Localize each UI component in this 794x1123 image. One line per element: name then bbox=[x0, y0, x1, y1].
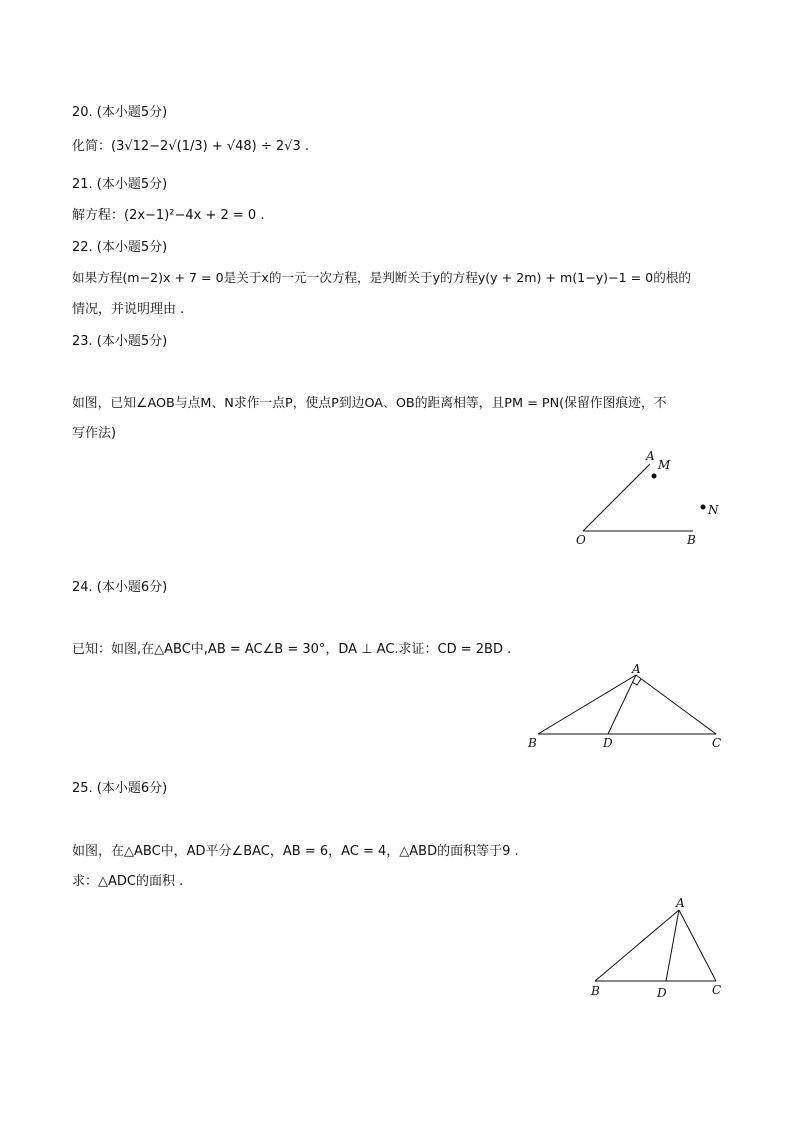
q22-header: 22. (本小题5分) bbox=[72, 240, 168, 255]
q24-figure bbox=[520, 662, 730, 752]
q23-line1: 如图，已知∠AOB与点M、N求作一点P，使点P到边OA、OB的距离相等，且PM = PN(保留作图痕迹，不 bbox=[72, 396, 667, 411]
side-ac bbox=[679, 910, 716, 981]
point-n bbox=[701, 505, 706, 510]
label-c: C bbox=[712, 983, 722, 997]
label-c: C bbox=[712, 736, 722, 750]
side-ab bbox=[538, 675, 636, 734]
q20-body: 化简：(3√12−2√(1/3) + √48) ÷ 2√3 . bbox=[72, 139, 309, 154]
side-ac bbox=[636, 675, 716, 734]
label-a: A bbox=[632, 662, 641, 676]
q24-header: 24. (本小题6分) bbox=[72, 580, 168, 595]
label-d: D bbox=[657, 986, 667, 1000]
side-ab bbox=[595, 910, 679, 981]
q21-body: 解方程：(2x−1)²−4x + 2 = 0 . bbox=[72, 208, 265, 223]
point-m bbox=[652, 474, 657, 479]
label-b: B bbox=[687, 533, 696, 547]
ray-oa bbox=[583, 464, 650, 531]
q22-line2: 情况，并说明理由 . bbox=[72, 302, 185, 317]
q22-line1: 如果方程(m−2)x + 7 = 0是关于x的一元一次方程，是判断关于y的方程y(y + 2m) + m(1−y)−1 = 0的根的 bbox=[72, 270, 691, 285]
q23-line2: 写作法) bbox=[72, 426, 117, 441]
q23-figure bbox=[570, 448, 730, 548]
q20-header: 20. (本小题5分) bbox=[72, 105, 168, 120]
q25-line1: 如图，在△ABC中，AD平分∠BAC，AB = 6，AC = 4，△ABD的面积等于9 . bbox=[72, 844, 519, 859]
segment-ad bbox=[666, 910, 679, 981]
q24-body: 已知：如图,在△ABC中,AB = AC∠B = 30°，DA ⊥ AC.求证：CD = 2BD . bbox=[72, 642, 512, 657]
q21-header: 21. (本小题5分) bbox=[72, 177, 168, 192]
label-o: O bbox=[576, 533, 586, 547]
label-m: M bbox=[658, 458, 671, 472]
label-a: A bbox=[676, 896, 685, 910]
label-d: D bbox=[603, 736, 613, 750]
label-b: B bbox=[591, 984, 600, 998]
q23-header: 23. (本小题5分) bbox=[72, 334, 168, 349]
q25-header: 25. (本小题6分) bbox=[72, 781, 168, 796]
q25-line2: 求：△ADC的面积 . bbox=[72, 874, 184, 889]
label-a: A bbox=[646, 449, 655, 463]
q25-figure bbox=[580, 893, 730, 1003]
label-n: N bbox=[708, 503, 719, 517]
label-b: B bbox=[528, 736, 537, 750]
